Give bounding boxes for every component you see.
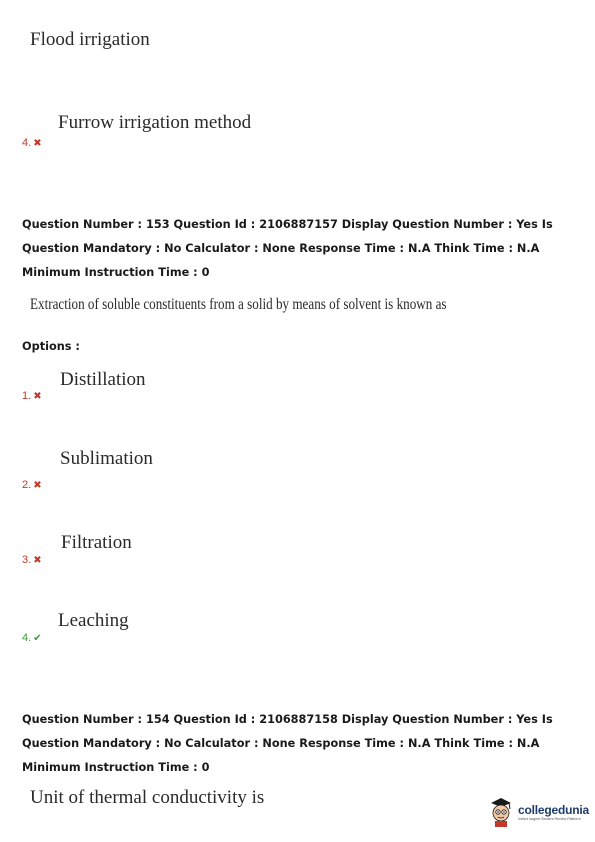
option-number-4 [22,137,42,149]
check-icon: ✔ [33,633,42,644]
logo-tagline: India's largest Student Review Platform [518,817,581,821]
option-number-4-correct [22,632,42,644]
question-153-meta: Question Number : 153 Question Id : 2106887157 Display Question Number : Yes Is Question Mandatory : No Calculator : None Response Time : N.A Think Time : N.A Minimum Instruction Time : 0 [22,218,553,279]
option-text-filtration: Filtration [61,532,132,553]
option-text-distillation: Distillation [60,369,146,390]
logo-name: collegedunia [518,803,589,817]
cross-icon: ✖ [33,391,42,402]
option-number-2 [22,479,42,491]
cross-icon: ✖ [33,555,42,566]
option-number-label: 4. [22,137,32,149]
option-number-label: 4. [22,632,32,644]
cross-icon: ✖ [33,480,42,491]
option-number-3 [22,554,42,566]
question-154-meta: Question Number : 154 Question Id : 2106887158 Display Question Number : Yes Is Question Mandatory : No Calculator : None Response Time : N.A Think Time : N.A Minimum Instruction Time : 0 [22,713,553,774]
option-number-1 [22,390,42,402]
question-154-text: Unit of thermal conductivity is [30,787,265,808]
option-number-label: 2. [22,479,32,491]
cross-icon: ✖ [33,138,42,149]
question-153-text: Extraction of soluble constituents from a solid by means of solvent is known as [30,296,447,313]
mascot-icon [488,797,514,827]
logo-wordmark [518,803,589,821]
option-number-label: 3. [22,554,32,566]
options-label: Options : [22,340,80,353]
option-text-furrow-irrigation: Furrow irrigation method [58,112,252,133]
option-text-flood-irrigation: Flood irrigation [30,29,150,50]
option-text-sublimation: Sublimation [60,448,153,469]
option-number-label: 1. [22,390,32,402]
option-text-leaching: Leaching [58,610,129,631]
collegedunia-logo [488,797,589,827]
